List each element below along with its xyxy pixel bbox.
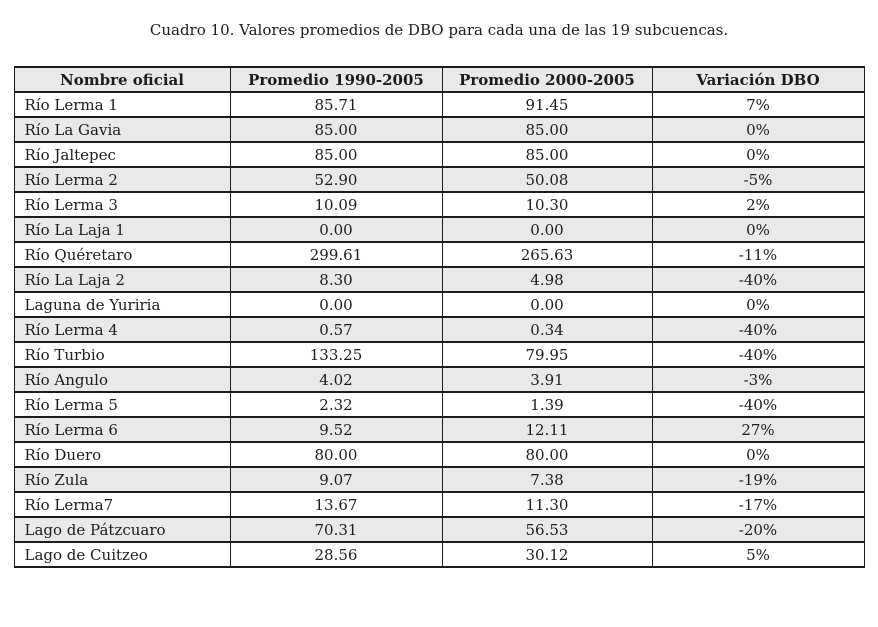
cell-variacion-dbo: -17% [652,492,864,517]
cell-promedio-2000-2005: 30.12 [442,542,652,567]
dbo-table [14,66,865,568]
cell-promedio-1990-2005: 10.09 [230,192,442,217]
cell-promedio-2000-2005: 265.63 [442,242,652,267]
cell-nombre-oficial: Río Lerma 4 [14,317,230,342]
table-row [14,467,864,492]
cell-variacion-dbo: -11% [652,242,864,267]
cell-promedio-2000-2005: 80.00 [442,442,652,467]
cell-variacion-dbo: -5% [652,167,864,192]
cell-promedio-2000-2005: 0.00 [442,217,652,242]
table-row [14,167,864,192]
table-row [14,342,864,367]
col-header-promedio-2000-2005: Promedio 2000-2005 [442,67,652,92]
cell-variacion-dbo: 0% [652,217,864,242]
cell-promedio-1990-2005: 0.00 [230,292,442,317]
cell-nombre-oficial: Río Lerma 2 [14,167,230,192]
table-row [14,117,864,142]
table-row [14,217,864,242]
cell-nombre-oficial: Río La Laja 1 [14,217,230,242]
cell-nombre-oficial: Río Lerma 1 [14,92,230,117]
cell-nombre-oficial: Lago de Pátzcuaro [14,517,230,542]
cell-promedio-2000-2005: 1.39 [442,392,652,417]
cell-variacion-dbo: 0% [652,142,864,167]
cell-promedio-1990-2005: 0.57 [230,317,442,342]
cell-variacion-dbo: 0% [652,117,864,142]
cell-variacion-dbo: 0% [652,442,864,467]
cell-variacion-dbo: -19% [652,467,864,492]
cell-variacion-dbo: -20% [652,517,864,542]
cell-nombre-oficial: Río Jaltepec [14,142,230,167]
cell-nombre-oficial: Río Turbio [14,342,230,367]
cell-promedio-2000-2005: 85.00 [442,142,652,167]
cell-promedio-2000-2005: 4.98 [442,267,652,292]
table-row [14,442,864,467]
cell-promedio-1990-2005: 28.56 [230,542,442,567]
header-row [14,67,864,92]
col-header-promedio-1990-2005: Promedio 1990-2005 [230,67,442,92]
table-row [14,267,864,292]
cell-promedio-1990-2005: 9.07 [230,467,442,492]
table-row [14,292,864,317]
cell-variacion-dbo: 27% [652,417,864,442]
cell-promedio-1990-2005: 70.31 [230,517,442,542]
cell-variacion-dbo: -40% [652,342,864,367]
cell-nombre-oficial: Río Lerma 6 [14,417,230,442]
table-row [14,92,864,117]
cell-nombre-oficial: Río Zula [14,467,230,492]
cell-promedio-2000-2005: 11.30 [442,492,652,517]
col-header-nombre-oficial: Nombre oficial [14,67,230,92]
cell-nombre-oficial: Río Quéretaro [14,242,230,267]
col-header-variacion-dbo: Variación DBO [652,67,864,92]
cell-variacion-dbo: 2% [652,192,864,217]
cell-nombre-oficial: Río Angulo [14,367,230,392]
cell-promedio-1990-2005: 299.61 [230,242,442,267]
cell-promedio-1990-2005: 0.00 [230,217,442,242]
cell-variacion-dbo: 5% [652,542,864,567]
cell-nombre-oficial: Lago de Cuitzeo [14,542,230,567]
cell-promedio-1990-2005: 85.00 [230,142,442,167]
cell-promedio-1990-2005: 13.67 [230,492,442,517]
cell-promedio-1990-2005: 85.00 [230,117,442,142]
cell-nombre-oficial: Río La Laja 2 [14,267,230,292]
table-row [14,392,864,417]
cell-variacion-dbo: 0% [652,292,864,317]
cell-variacion-dbo: -3% [652,367,864,392]
cell-promedio-2000-2005: 10.30 [442,192,652,217]
cell-promedio-2000-2005: 7.38 [442,467,652,492]
cell-promedio-1990-2005: 9.52 [230,417,442,442]
cell-variacion-dbo: -40% [652,392,864,417]
table-caption: Cuadro 10. Valores promedios de DBO para cada una de las 19 subcuencas. [149,21,729,39]
table-row [14,517,864,542]
cell-promedio-2000-2005: 12.11 [442,417,652,442]
cell-nombre-oficial: Río Lerma7 [14,492,230,517]
table-row [14,317,864,342]
cell-nombre-oficial: Río Lerma 3 [14,192,230,217]
cell-promedio-1990-2005: 80.00 [230,442,442,467]
table-row [14,492,864,517]
table-row [14,242,864,267]
table-row [14,367,864,392]
cell-promedio-1990-2005: 52.90 [230,167,442,192]
cell-promedio-1990-2005: 2.32 [230,392,442,417]
table-row [14,542,864,567]
table-row [14,417,864,442]
cell-promedio-2000-2005: 56.53 [442,517,652,542]
cell-nombre-oficial: Río Lerma 5 [14,392,230,417]
cell-promedio-2000-2005: 3.91 [442,367,652,392]
cell-variacion-dbo: 7% [652,92,864,117]
cell-variacion-dbo: -40% [652,317,864,342]
table-row [14,142,864,167]
cell-promedio-1990-2005: 8.30 [230,267,442,292]
cell-nombre-oficial: Río Duero [14,442,230,467]
cell-promedio-2000-2005: 0.34 [442,317,652,342]
cell-promedio-2000-2005: 85.00 [442,117,652,142]
cell-promedio-1990-2005: 85.71 [230,92,442,117]
table-body [14,92,864,567]
cell-variacion-dbo: -40% [652,267,864,292]
cell-promedio-2000-2005: 79.95 [442,342,652,367]
cell-nombre-oficial: Laguna de Yuriria [14,292,230,317]
cell-promedio-2000-2005: 50.08 [442,167,652,192]
cell-nombre-oficial: Río La Gavia [14,117,230,142]
cell-promedio-1990-2005: 133.25 [230,342,442,367]
cell-promedio-2000-2005: 0.00 [442,292,652,317]
cell-promedio-2000-2005: 91.45 [442,92,652,117]
table-row [14,192,864,217]
cell-promedio-1990-2005: 4.02 [230,367,442,392]
